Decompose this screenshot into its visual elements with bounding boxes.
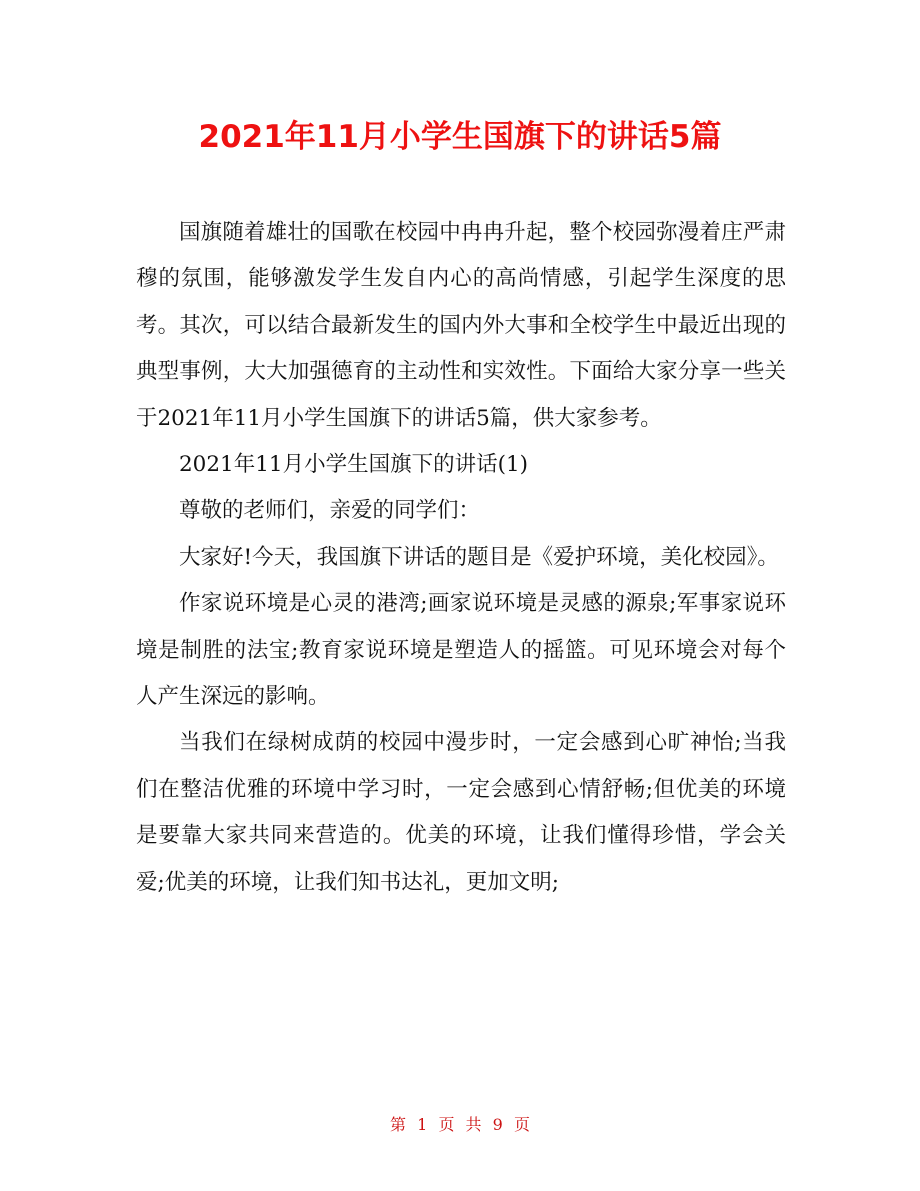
paragraph-campus-environment: 当我们在绿树成荫的校园中漫步时，一定会感到心旷神怡;当我们在整洁优雅的环境中学习时，一定会感到心情舒畅;但优美的环境是要靠大家共同来营造的。优美的环境，让我们懂得珍惜，学会关爱;优美的环境，让我们知书达礼，更加文明; bbox=[136, 730, 786, 895]
footer-total-pages: 9 bbox=[492, 1115, 503, 1134]
paragraph-greeting: 大家好!今天，我国旗下讲话的题目是《爱护环境，美化校园》。 bbox=[179, 544, 779, 570]
paragraph-salutation: 尊敬的老师们，亲爱的同学们： bbox=[179, 498, 481, 524]
paragraph-intro: 国旗随着雄壮的国歌在校园中冉冉升起，整个校园弥漫着庄严肃穆的氛围，能够激发学生发自内心的高尚情感，引起学生深度的思考。其次，可以结合最新发生的国内外大事和全校学生中最近出现的典型事例，大大加强德育的主动性和实效性。下面给大家分享一些关于2021年11月小学生国旗下的讲话5篇，供大家参考。 bbox=[136, 220, 786, 431]
footer-page-unit: 页 bbox=[438, 1115, 455, 1134]
document-body bbox=[136, 210, 786, 906]
paragraph-section-heading: 2021年11月小学生国旗下的讲话(1) bbox=[179, 452, 529, 478]
footer-current-page: 1 bbox=[417, 1115, 428, 1134]
footer-total-unit: 页 bbox=[513, 1115, 530, 1134]
document-title: 2021年11月小学生国旗下的讲话5篇 bbox=[198, 119, 722, 155]
page-footer bbox=[0, 1113, 920, 1137]
footer-total-prefix: 共 bbox=[465, 1115, 482, 1134]
footer-prefix: 第 bbox=[390, 1115, 407, 1134]
paragraph-environment-quotes: 作家说环境是心灵的港湾;画家说环境是灵感的源泉;军事家说环境是制胜的法宝;教育家说环境是塑造人的摇篮。可见环境会对每个人产生深远的影响。 bbox=[136, 591, 786, 710]
